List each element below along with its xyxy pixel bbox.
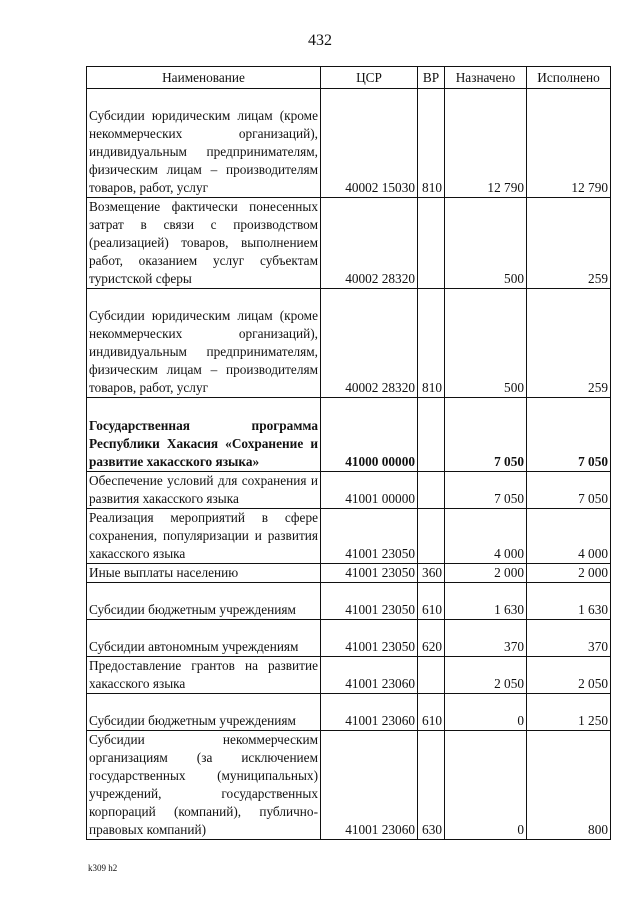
row-vr: 810	[418, 289, 445, 398]
table-row	[87, 657, 611, 694]
row-executed: 4 000	[527, 509, 611, 564]
row-csr: 41000 00000	[321, 398, 418, 472]
row-name: Государственная программа Республики Хакасия «Сохранение и развитие хакасского языка»	[87, 398, 321, 472]
row-vr	[418, 509, 445, 564]
row-csr: 40002 28320	[321, 198, 418, 289]
row-executed: 259	[527, 289, 611, 398]
header-csr: ЦСР	[321, 67, 418, 89]
row-executed: 7 050	[527, 398, 611, 472]
row-vr	[418, 657, 445, 694]
table-row	[87, 198, 611, 289]
row-planned: 370	[445, 620, 527, 657]
row-csr: 41001 00000	[321, 472, 418, 509]
row-name: Субсидии юридическим лицам (кроме некоммерческих организаций), индивидуальным предпринимателям, физическим лицам – производителям товаров, работ, услуг	[87, 289, 321, 398]
row-executed: 2 050	[527, 657, 611, 694]
row-name: Возмещение фактически понесенных затрат в связи с производством (реализацией) товаров, выполнением работ, оказанием услуг субъектам туристской сферы	[87, 198, 321, 289]
row-name: Обеспечение условий для сохранения и развития хакасского языка	[87, 472, 321, 509]
table-body	[87, 89, 611, 840]
row-vr: 610	[418, 583, 445, 620]
row-csr: 40002 15030	[321, 89, 418, 198]
row-vr	[418, 472, 445, 509]
row-csr: 41001 23050	[321, 583, 418, 620]
row-planned: 7 050	[445, 398, 527, 472]
row-name: Субсидии автономным учреждениям	[87, 620, 321, 657]
row-planned: 4 000	[445, 509, 527, 564]
header-vr: ВР	[418, 67, 445, 89]
row-executed: 370	[527, 620, 611, 657]
row-name: Субсидии бюджетным учреждениям	[87, 694, 321, 731]
row-planned: 500	[445, 289, 527, 398]
row-name: Предоставление грантов на развитие хакасского языка	[87, 657, 321, 694]
row-planned: 1 630	[445, 583, 527, 620]
row-executed: 800	[527, 731, 611, 840]
row-vr	[418, 398, 445, 472]
row-csr: 41001 23060	[321, 694, 418, 731]
row-planned: 2 050	[445, 657, 527, 694]
header-planned: Назначено	[445, 67, 527, 89]
table-row	[87, 620, 611, 657]
table-header-row	[87, 67, 611, 89]
row-planned: 7 050	[445, 472, 527, 509]
row-csr: 41001 23050	[321, 564, 418, 583]
row-executed: 259	[527, 198, 611, 289]
row-executed: 2 000	[527, 564, 611, 583]
row-planned: 0	[445, 694, 527, 731]
row-vr: 630	[418, 731, 445, 840]
row-name: Реализация мероприятий в сфере сохранения, популяризации и развития хакасского языка	[87, 509, 321, 564]
table-row	[87, 472, 611, 509]
footer-code: k309 h2	[88, 863, 118, 873]
header-executed: Исполнено	[527, 67, 611, 89]
row-executed: 1 250	[527, 694, 611, 731]
row-csr: 40002 28320	[321, 289, 418, 398]
row-name: Иные выплаты населению	[87, 564, 321, 583]
table-row	[87, 694, 611, 731]
table-row	[87, 89, 611, 198]
header-name: Наименование	[87, 67, 321, 89]
table-row	[87, 509, 611, 564]
budget-table	[86, 66, 611, 840]
row-executed: 7 050	[527, 472, 611, 509]
table-row	[87, 731, 611, 840]
row-executed: 1 630	[527, 583, 611, 620]
row-planned: 500	[445, 198, 527, 289]
row-vr: 810	[418, 89, 445, 198]
row-planned: 12 790	[445, 89, 527, 198]
row-planned: 2 000	[445, 564, 527, 583]
row-vr: 620	[418, 620, 445, 657]
table-row	[87, 564, 611, 583]
row-vr: 360	[418, 564, 445, 583]
row-csr: 41001 23060	[321, 731, 418, 840]
row-csr: 41001 23050	[321, 620, 418, 657]
row-name: Субсидии юридическим лицам (кроме некоммерческих организаций), индивидуальным предпринимателям, физическим лицам – производителям товаров, работ, услуг	[87, 89, 321, 198]
row-csr: 41001 23050	[321, 509, 418, 564]
table-row	[87, 289, 611, 398]
table-row	[87, 583, 611, 620]
table-row	[87, 398, 611, 472]
row-name: Субсидии некоммерческим организациям (за исключением государственных (муниципальных) учреждений, государственных корпораций (компаний), публично-правовых компаний)	[87, 731, 321, 840]
row-csr: 41001 23060	[321, 657, 418, 694]
page-number: 432	[308, 32, 332, 49]
row-planned: 0	[445, 731, 527, 840]
row-executed: 12 790	[527, 89, 611, 198]
row-name: Субсидии бюджетным учреждениям	[87, 583, 321, 620]
row-vr	[418, 198, 445, 289]
row-vr: 610	[418, 694, 445, 731]
